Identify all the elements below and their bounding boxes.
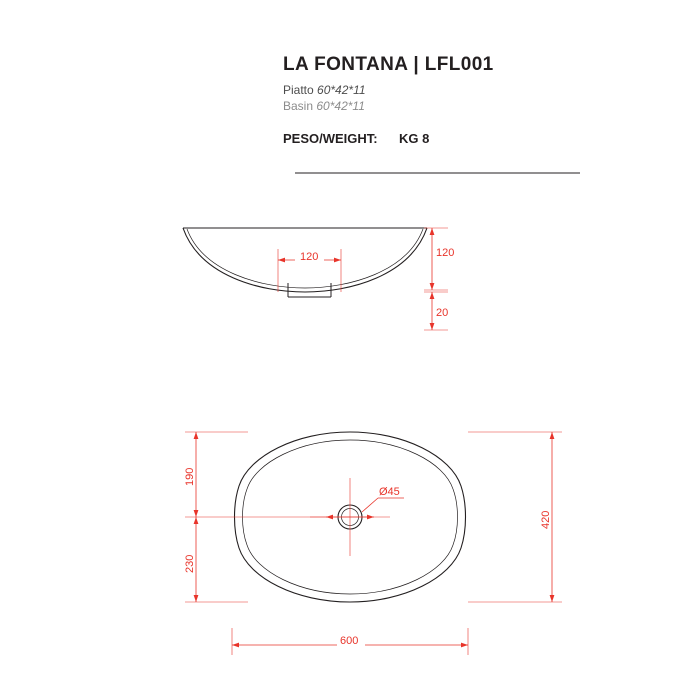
dim-side-120-vertical — [424, 228, 460, 290]
subtitle-italian-label: Piatto — [283, 83, 314, 97]
dim-label-top-190: 190 — [184, 467, 196, 486]
dim-top-190 — [184, 432, 198, 517]
weight-value: KG 8 — [399, 131, 430, 146]
dim-label-top-230: 230 — [184, 554, 196, 573]
weight-label: PESO/WEIGHT: — [283, 131, 378, 146]
dim-label-side-20v: 20 — [436, 307, 449, 319]
page-title: LA FONTANA | LFL001 — [283, 54, 494, 75]
dim-side-120-horizontal — [278, 249, 341, 292]
dim-top-600 — [232, 634, 468, 647]
dim-label-top-600: 600 — [340, 635, 359, 647]
dim-label-top-420: 420 — [540, 510, 552, 529]
subtitle-english-label: Basin — [283, 99, 314, 113]
dim-drain-diameter — [326, 486, 404, 519]
dim-label-side-120h: 120 — [300, 251, 319, 263]
subtitle-english-value: 60*42*11 — [316, 99, 365, 113]
dim-top-420 — [540, 432, 554, 602]
dim-side-20-vertical — [424, 292, 454, 330]
dim-top-230 — [184, 517, 198, 602]
dim-label-drain-diameter: Ø45 — [379, 486, 400, 498]
subtitle-italian-value: 60*42*11 — [317, 83, 366, 97]
top-plan-extension-lines — [185, 432, 562, 655]
dim-label-side-120v: 120 — [436, 247, 455, 259]
